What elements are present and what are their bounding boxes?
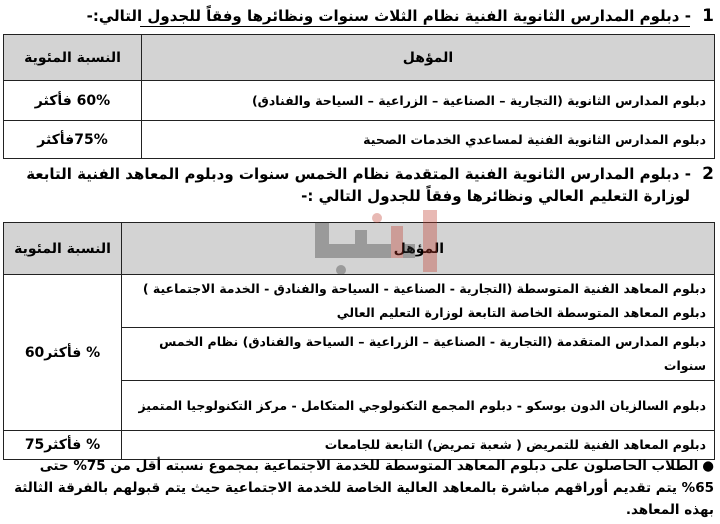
section2-title-line2: لوزارة التعليم العالي ونظائرها وفقاً للجدول التالي :- xyxy=(301,187,690,205)
percentage-cell: 60% فأكثر xyxy=(4,81,142,121)
header-qualification: المؤهل xyxy=(142,35,715,81)
watermark-bar-red xyxy=(391,226,403,258)
qualification-cell: دبلوم المدارس الثانوية الفنية لمساعدي الخدمات الصحية xyxy=(142,121,715,159)
qualification-cell: دبلوم السالزيان الدون بوسكو - دبلوم المجمع التكنولوجي المتكامل - مركز التكنولوجيا المتميز xyxy=(122,381,715,431)
watermark-logo xyxy=(255,200,485,290)
section1-underline xyxy=(140,26,690,27)
watermark-bar-red xyxy=(423,210,437,272)
table-row xyxy=(4,121,715,159)
qualification-cell: دبلوم المعاهد الفنية للتمريض ( شعبة تمريض) التابعة للجامعات xyxy=(122,431,715,460)
watermark-bar-dark xyxy=(315,222,329,258)
section1-number: 1 xyxy=(702,6,714,26)
watermark-dot xyxy=(372,213,382,223)
qualification-table-1 xyxy=(3,34,715,159)
note-paragraph xyxy=(9,455,714,521)
header-percentage: النسبة المئوية xyxy=(4,35,142,81)
percentage-cell: % فأكثر75 xyxy=(4,431,122,460)
qualification-cell: دبلوم المعاهد الفنية المتوسطة (التجارية - الصناعية - السياحة والفنادق - الخدمة الاجتماعية ) دبلوم المعاهد المتوسطة الخاصة التابعة لوزارة التعليم العالي xyxy=(122,275,715,328)
section2-heading: 2 - دبلوم المدارس الثانوية الفنية المتقدمة نظام الخمس سنوات ودبلوم المعاهد الفنية التابعة xyxy=(26,164,714,184)
table-header-row xyxy=(4,35,715,81)
header-qualification: المؤهل xyxy=(122,223,715,275)
section2-number: 2 xyxy=(702,164,714,184)
percentage-cell: 75%فأكثر xyxy=(4,121,142,159)
section1-heading: 1 - دبلوم المدارس الثانوية الفنية نظام الثلاث سنوات ونظائرها وفقاً للجدول التالي:- xyxy=(86,6,714,26)
watermark-dot xyxy=(336,265,346,275)
note-text: الطلاب الحاصلون على دبلوم المعاهد المتوسطة للخدمة الاجتماعية بمجموع نسبته أقل من 75% حتى 65% يتم تقديم أوراقهم مباشرة بالمعاهد العالية الخاصة للخدمة الاجتماعية حيث يتم قبولهم بالفرقة الثالثة بهذه المعاهد. xyxy=(14,458,714,518)
bullet-icon: ● xyxy=(702,458,714,474)
qualification-cell: دبلوم المدارس المتقدمة (التجارية - الصناعية – الزراعية – السياحة والفنادق) نظام الخمس سنوات xyxy=(122,328,715,381)
percentage-cell: % فأكثر60 xyxy=(4,275,122,431)
watermark-bar-dark xyxy=(355,230,367,258)
section2-title-line1: دبلوم المدارس الثانوية الفنية المتقدمة نظام الخمس سنوات ودبلوم المعاهد الفنية التابعة xyxy=(26,165,680,183)
qualification-cell: دبلوم المدارس الثانوية (التجارية – الصناعية – الزراعية – السياحة والفنادق) xyxy=(142,81,715,121)
header-percentage: النسبة المئوية xyxy=(4,223,122,275)
section1-title: دبلوم المدارس الثانوية الفنية نظام الثلاث سنوات ونظائرها وفقاً للجدول التالي:- xyxy=(86,7,680,25)
table-row xyxy=(4,81,715,121)
